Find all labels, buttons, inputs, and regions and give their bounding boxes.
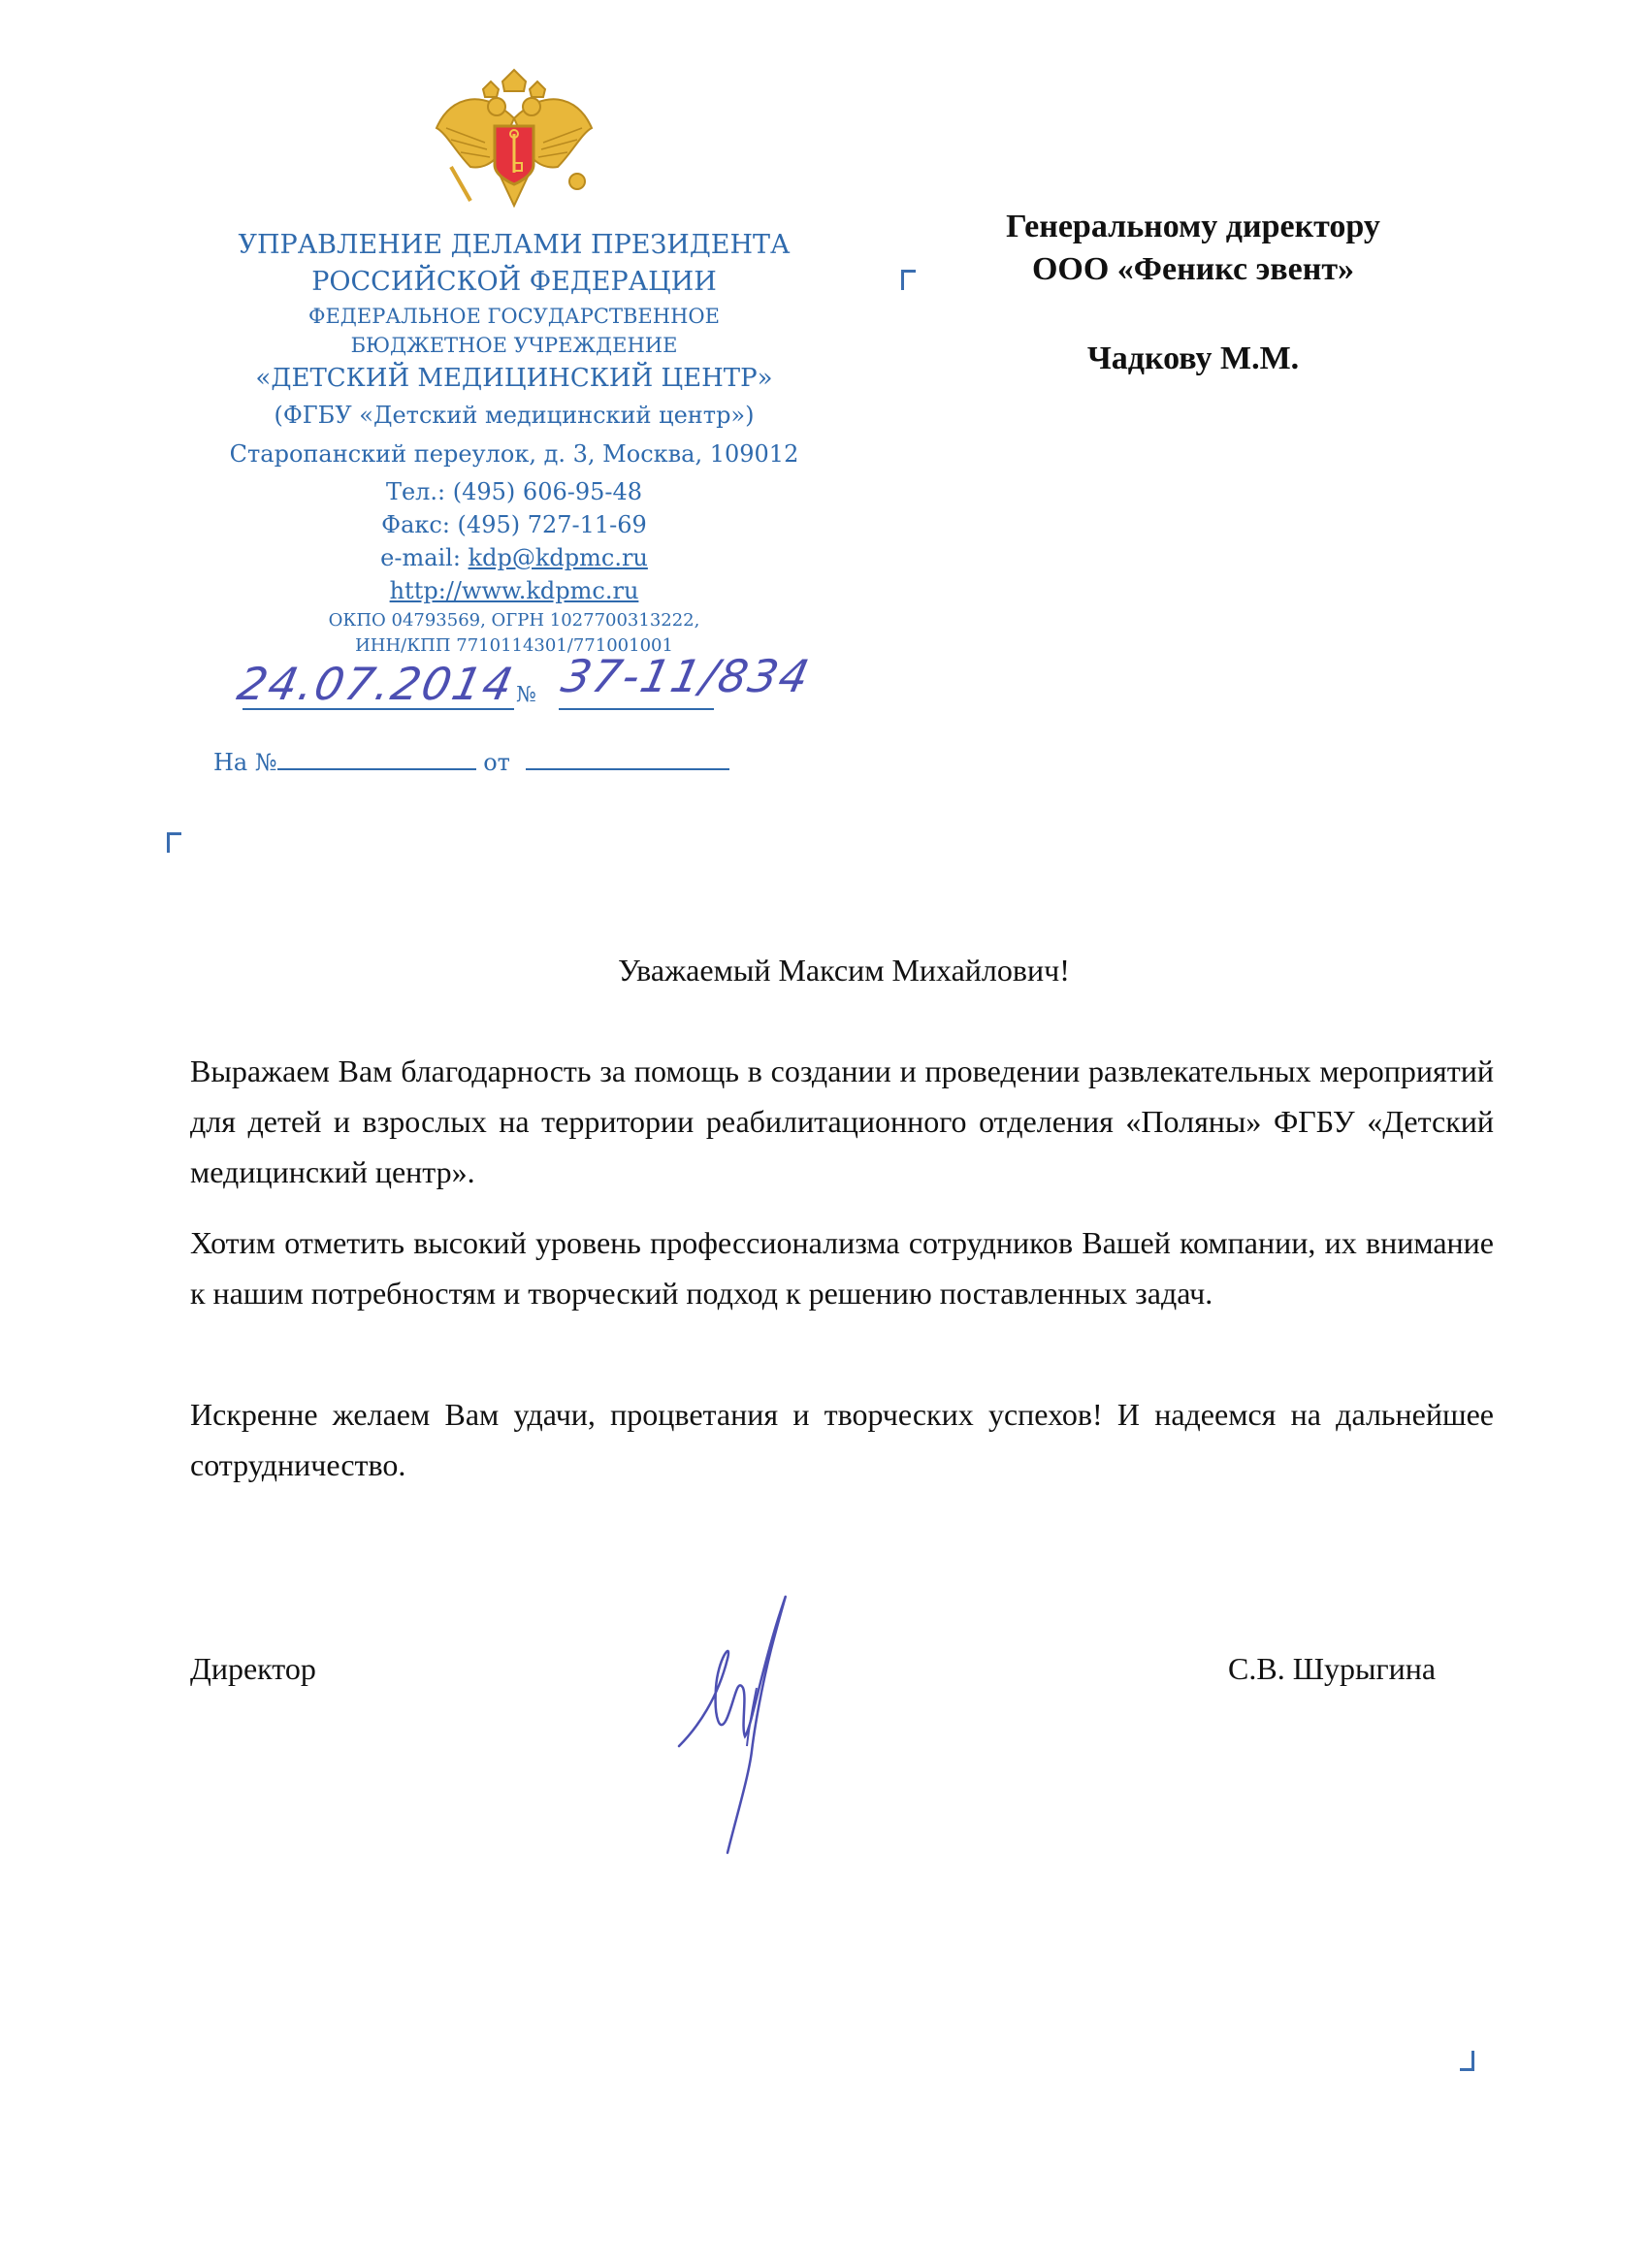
body-paragraph: Искренне желаем Вам удачи, процветания и творческих успехов! И надеемся на дальнейшее сотрудничество. (190, 1397, 1494, 1482)
org-name-line2: РОССИЙСКОЙ ФЕДЕРАЦИИ (311, 267, 717, 297)
org-title: «ДЕТСКИЙ МЕДИЦИНСКИЙ ЦЕНТР» (255, 364, 773, 393)
org-codes-line1: ОКПО 04793569, ОГРН 1027700313222, (328, 610, 700, 631)
corner-mark-left (167, 832, 181, 853)
org-website-row (146, 576, 883, 605)
corner-mark-bottom-right (1460, 2051, 1474, 2071)
corner-mark-top-right-block (901, 270, 916, 290)
number-underline (559, 708, 714, 710)
email-label: e-mail: (380, 544, 469, 571)
handwritten-date: 24.07.2014 (233, 658, 520, 710)
org-phone: Тел.: (495) 606-95-48 (385, 478, 643, 505)
reply-from-label: от (483, 749, 510, 776)
addressee-company: ООО «Феникс эвент» (1031, 251, 1355, 287)
website-link[interactable]: http://www.kdpmc.ru (389, 577, 639, 604)
reply-reference-row (213, 749, 729, 776)
reply-number-field (277, 749, 476, 770)
reply-number-label: На № (213, 749, 277, 776)
addressee-name: Чадкову М.М. (1086, 340, 1300, 376)
org-type-line1: ФЕДЕРАЛЬНОЕ ГОСУДАРСТВЕННОЕ (308, 305, 720, 328)
registration-row (233, 650, 834, 718)
signatory-name: С.В. Шурыгина (1228, 1651, 1437, 1686)
handwritten-number: 37-11/834 (557, 650, 816, 702)
reply-date-field (526, 749, 729, 770)
org-fax: Факс: (495) 727-11-69 (381, 511, 647, 538)
salutation: Уважаемый Максим Михайлович! (618, 953, 1070, 988)
body-paragraph: Хотим отметить высокий уровень профессионализма сотрудников Вашей компании, их внимание к нашим потребностям и творческий подход к решению поставленных задач. (190, 1225, 1494, 1311)
org-short-name: (ФГБУ «Детский медицинский центр») (274, 402, 755, 429)
email-link[interactable]: kdp@kdpmc.ru (468, 544, 648, 571)
handwritten-signature-icon (660, 1581, 892, 1863)
org-codes-line2: ИНН/КПП 7710114301/771001001 (355, 635, 673, 656)
org-name-line1: УПРАВЛЕНИЕ ДЕЛАМИ ПРЕЗИДЕНТА (238, 230, 791, 260)
signatory-role: Директор (190, 1651, 316, 1686)
org-type-line2: БЮДЖЕТНОЕ УЧРЕЖДЕНИЕ (350, 334, 678, 357)
number-label: № (516, 683, 536, 707)
org-address: Старопанский переулок, д. 3, Москва, 109012 (229, 440, 799, 468)
org-email-row (146, 543, 883, 572)
addressee-position: Генеральному директору (1006, 209, 1380, 244)
body-paragraph: Выражаем Вам благодарность за помощь в создании и проведении развлекательных мероприятий для детей и взрослых на территории реабилитационного отделения «Поляны» ФГБУ «Детский медицинский центр». (190, 1053, 1494, 1189)
coat-of-arms-icon (417, 60, 611, 215)
